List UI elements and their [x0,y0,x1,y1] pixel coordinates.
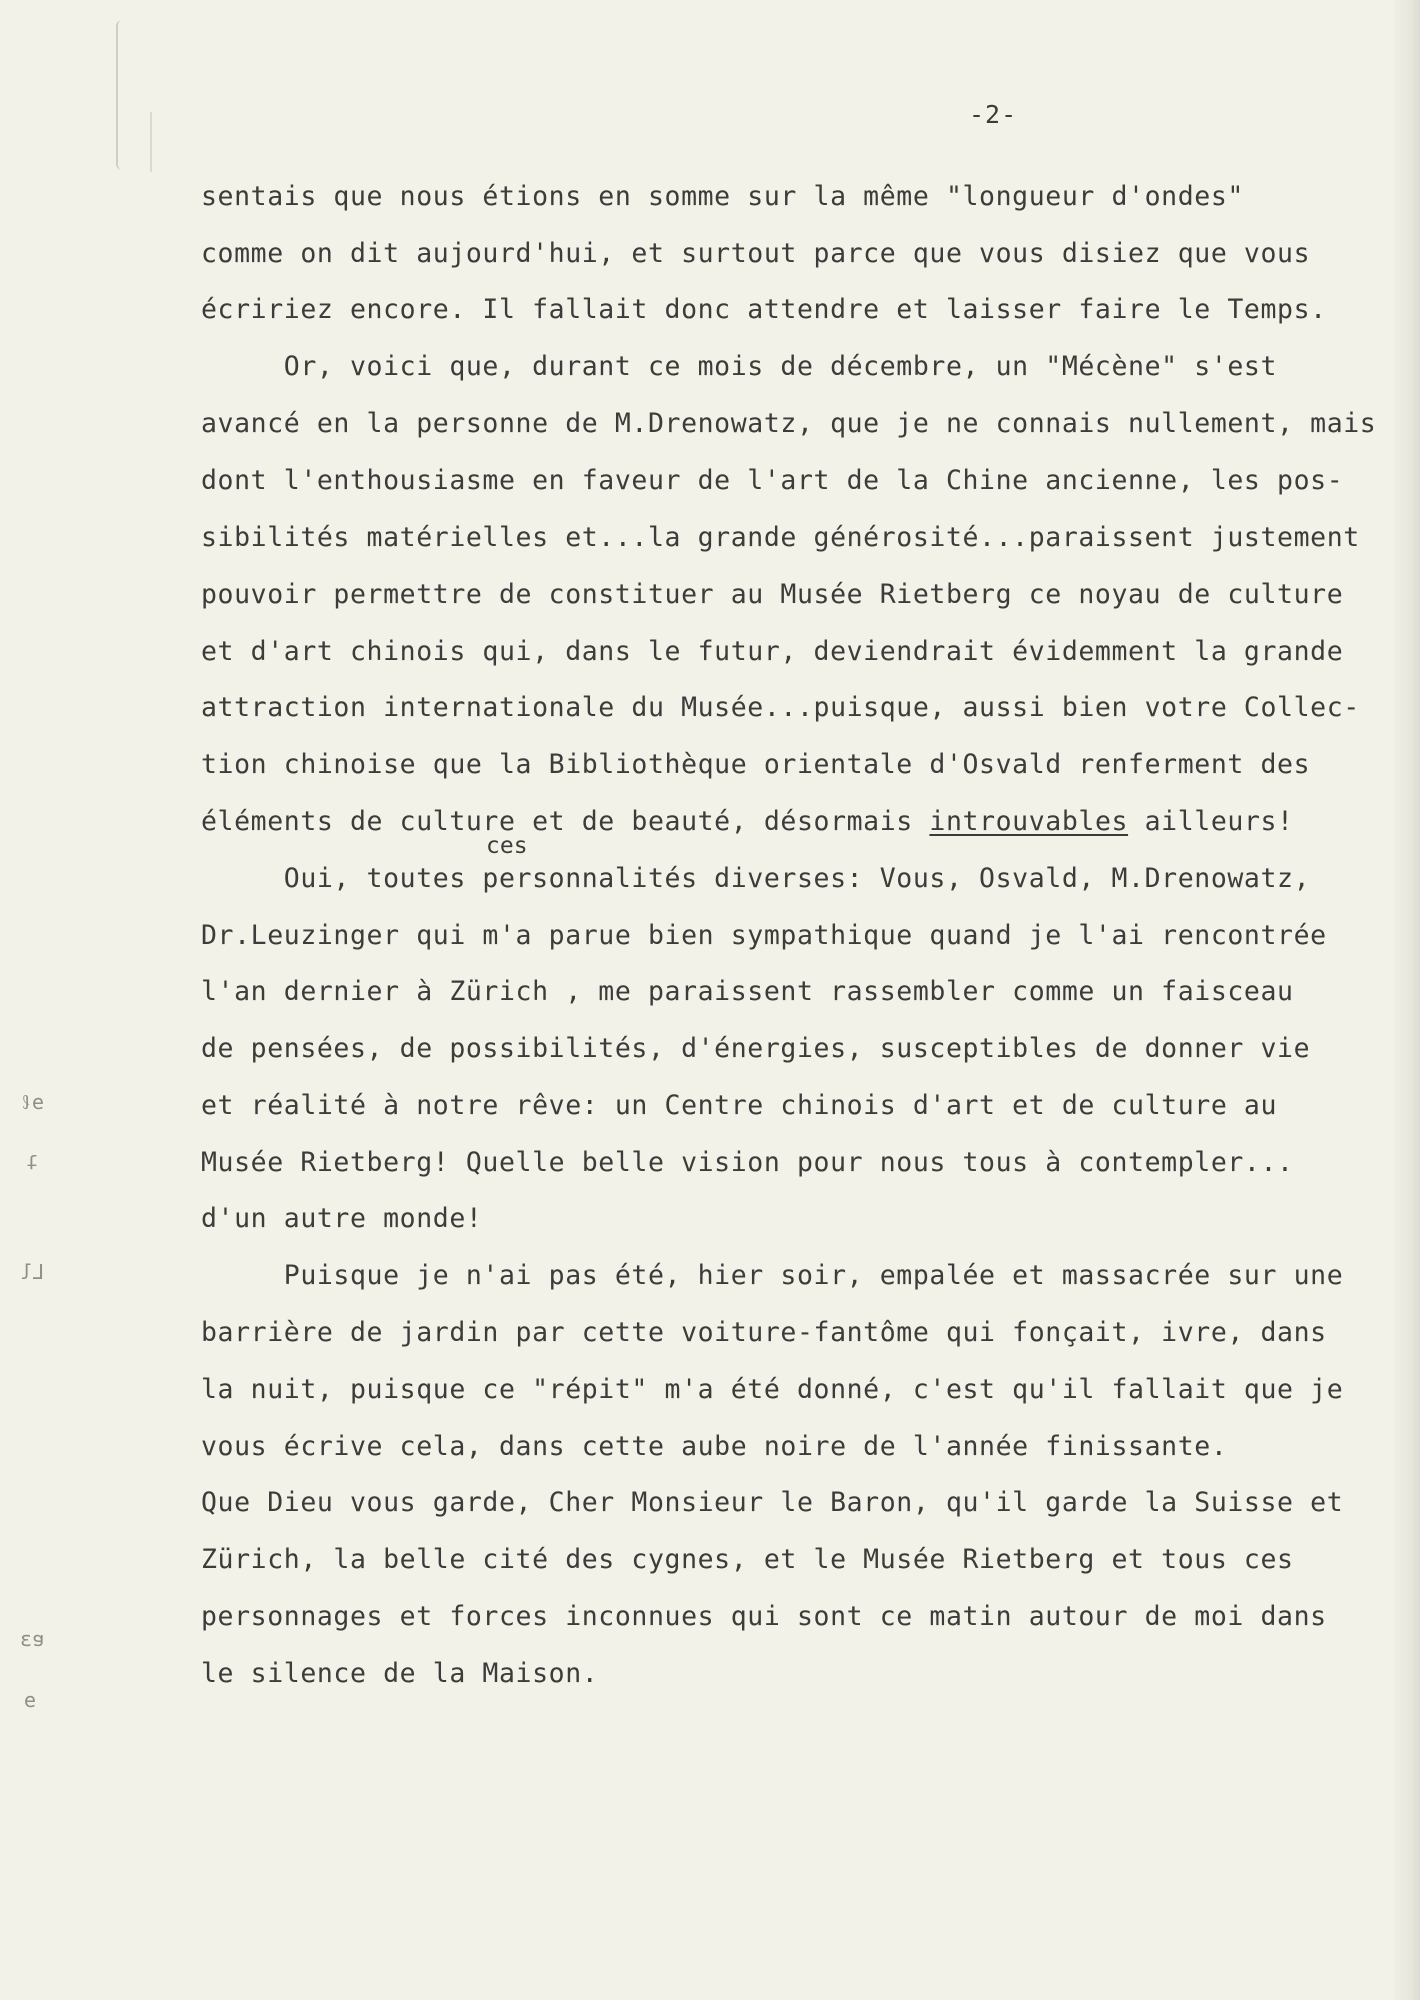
bleed-through-mark: ɘ [24,1688,37,1712]
text-line: dont l'enthousiasme en faveur de l'art de la Chine ancienne, les pos- [201,465,1344,496]
text-line: avancé en la personne de M.Drenowatz, que je ne connais nullement, mais [201,408,1377,439]
text-line: de pensées, de possibilités, d'énergies, susceptibles de donner vie [201,1033,1311,1064]
text-line: Dr.Leuzinger qui m'a parue bien sympathique quand je l'ai rencontrée [201,920,1327,951]
text-line: vous écrive cela, dans cette aube noire de l'année finissante. [201,1431,1228,1462]
text-line: Musée Rietberg! Quelle belle vision pour nous tous à contempler... [201,1147,1294,1178]
bleed-through-mark: ɘℓ [20,1090,45,1114]
pencil-mark [150,112,160,172]
text-segment: éléments de culture et de beauté, désormais [201,806,930,837]
text-line: personnages et forces inconnues qui sont ce matin autour de moi dans [201,1601,1327,1632]
crease-mark [116,20,128,170]
bleed-through-mark: ɐɜ [20,1627,45,1651]
text-line: et réalité à notre rêve: un Centre chinois d'art et de culture au [201,1090,1278,1121]
text-line: tion chinoise que la Bibliothèque orientale d'Osvald renferment des [201,749,1311,780]
text-line: et d'art chinois qui, dans le futur, deviendrait évidemment la grande [201,636,1344,667]
text-line: l'an dernier à Zürich , me paraissent rassembler comme un faisceau [201,976,1294,1007]
page-number: -2- [969,100,1018,129]
text-line: sentais que nous étions en somme sur la même "longueur d'ondes" [201,181,1244,212]
text-line: Oui, toutes personnalités diverses: Vous, Osvald, M.Drenowatz, [201,863,1311,894]
text-line: barrière de jardin par cette voiture-fantôme qui fonçait, ivre, dans [201,1317,1327,1348]
text-line: écririez encore. Il fallait donc attendre et laisser faire le Temps. [201,294,1327,325]
text-line: sibilités matérielles et...la grande générosité...paraissent justement [201,522,1360,553]
text-line: attraction internationale du Musée...puisque, aussi bien votre Collec- [201,692,1360,723]
bleed-through-mark: Ll [20,1260,45,1284]
text-line: d'un autre monde! [201,1203,483,1234]
text-line: Que Dieu vous garde, Cher Monsieur le Baron, qu'il garde la Suisse et [201,1487,1344,1518]
text-line: Zürich, la belle cité des cygnes, et le Musée Rietberg et tous ces [201,1544,1294,1575]
text-line-underline [201,806,1294,837]
text-line: comme on dit aujourd'hui, et surtout parce que vous disiez que vous [201,238,1311,269]
handwritten-insert: ces [486,833,528,859]
text-line: Or, voici que, durant ce mois de décembre, un "Mécène" s'est [201,351,1278,382]
bleed-through-mark: ʇ [26,1147,39,1171]
text-line: le silence de la Maison. [201,1658,599,1689]
text-line: pouvoir permettre de constituer au Musée Rietberg ce noyau de culture [201,579,1344,610]
text-line: la nuit, puisque ce "répit" m'a été donné, c'est qu'il fallait que je [201,1374,1344,1405]
paper-edge [1394,0,1420,2000]
text-line: Puisque je n'ai pas été, hier soir, empalée et massacrée sur une [201,1260,1344,1291]
text-segment: ailleurs! [1128,806,1294,837]
underlined-word: introuvables [929,806,1129,837]
